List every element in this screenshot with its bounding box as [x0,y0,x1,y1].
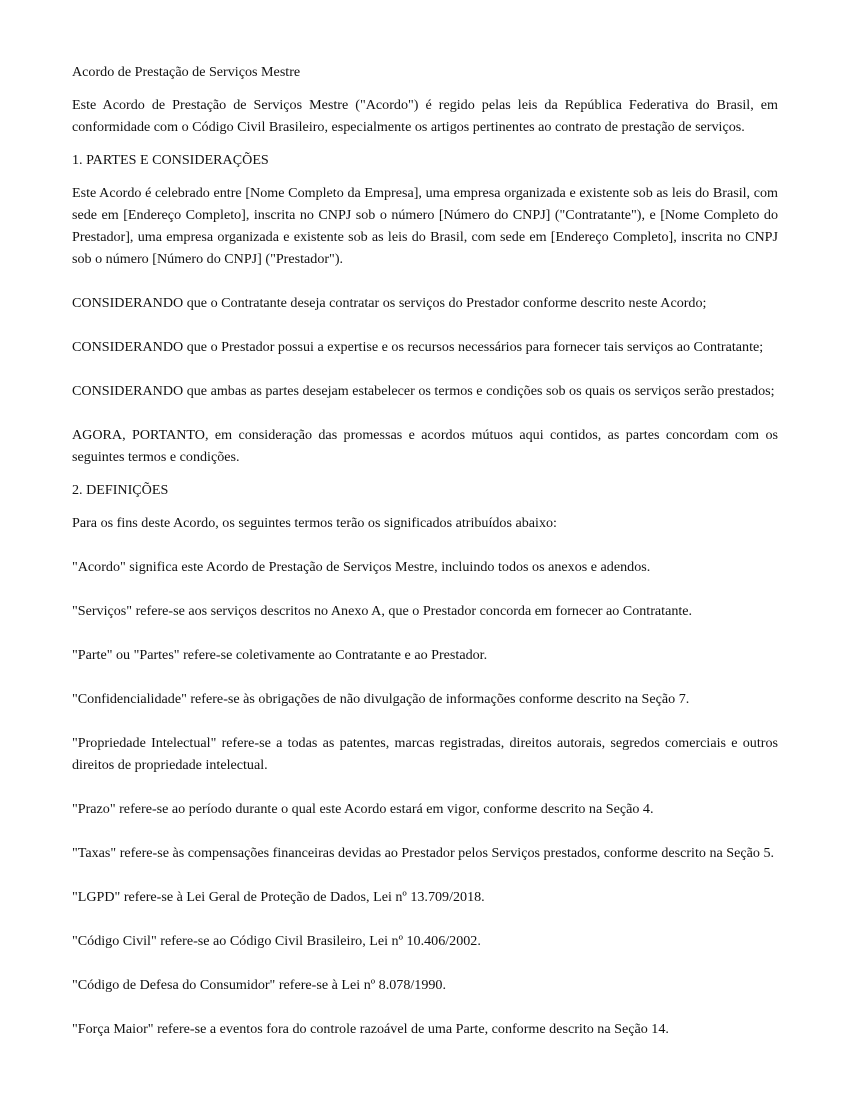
definition-item: "Confidencialidade" refere-se às obrigações de não divulgação de informações conforme descrito na Seção 7. [72,691,690,707]
document-page [72,61,778,1051]
definition-item: "Serviços" refere-se aos serviços descritos no Anexo A, que o Prestador concorda em fornecer ao Contratante. [72,603,693,619]
definition-item: "Prazo" refere-se ao período durante o qual este Acordo estará em vigor, conforme descrito na Seção 4. [72,801,654,817]
whereas-paragraph-3: CONSIDERANDO que ambas as partes desejam estabelecer os termos e condições sob os quais os serviços serão prestados; [72,383,775,399]
document-title: Acordo de Prestação de Serviços Mestre [72,64,301,80]
definitions-intro: Para os fins deste Acordo, os seguintes termos terão os significados atribuídos abaixo: [72,515,557,531]
intro-paragraph: Este Acordo de Prestação de Serviços Mestre ("Acordo") é regido pelas leis da República Federativa do Brasil, em conformidade com o Código Civil Brasileiro, especialmente os artigos pertinentes ao contrato de prestação de serviços. [72,97,778,135]
definition-item: "Acordo" significa este Acordo de Prestação de Serviços Mestre, incluindo todos os anexos e adendos. [72,559,651,575]
definition-item: "Taxas" refere-se às compensações financeiras devidas ao Prestador pelos Serviços prestados, conforme descrito na Seção 5. [72,845,775,861]
now-therefore-paragraph: AGORA, PORTANTO, em consideração das promessas e acordos mútuos aqui contidos, as partes concordam com os seguintes termos e condições. [72,427,778,465]
definition-item: "Força Maior" refere-se a eventos fora do controle razoável de uma Parte, conforme descrito na Seção 14. [72,1021,669,1037]
definition-item: "Código de Defesa do Consumidor" refere-se à Lei nº 8.078/1990. [72,977,447,993]
section-1-heading: 1. PARTES E CONSIDERAÇÕES [72,152,269,168]
whereas-paragraph-1: CONSIDERANDO que o Contratante deseja contratar os serviços do Prestador conforme descrito neste Acordo; [72,295,707,311]
whereas-paragraph-2: CONSIDERANDO que o Prestador possui a expertise e os recursos necessários para fornecer tais serviços ao Contratante; [72,339,764,355]
parties-paragraph: Este Acordo é celebrado entre [Nome Completo da Empresa], uma empresa organizada e existente sob as leis do Brasil, com sede em [Endereço Completo], inscrita no CNPJ sob o número [Número do CNPJ] ("Contratante"), e [Nome Completo do Prestador], uma empresa organizada e existente sob as leis do Brasil, com sede em [Endereço Completo], inscrita no CNPJ sob o número [Número do CNPJ] ("Prestador"). [72,185,778,267]
definition-item: "Parte" ou "Partes" refere-se coletivamente ao Contratante e ao Prestador. [72,647,488,663]
definition-item: "Código Civil" refere-se ao Código Civil Brasileiro, Lei nº 10.406/2002. [72,933,481,949]
definition-item: "LGPD" refere-se à Lei Geral de Proteção de Dados, Lei nº 13.709/2018. [72,889,485,905]
definition-item: "Propriedade Intelectual" refere-se a todas as patentes, marcas registradas, direitos autorais, segredos comerciais e outros direitos de propriedade intelectual. [72,735,778,773]
section-2-heading: 2. DEFINIÇÕES [72,482,169,498]
